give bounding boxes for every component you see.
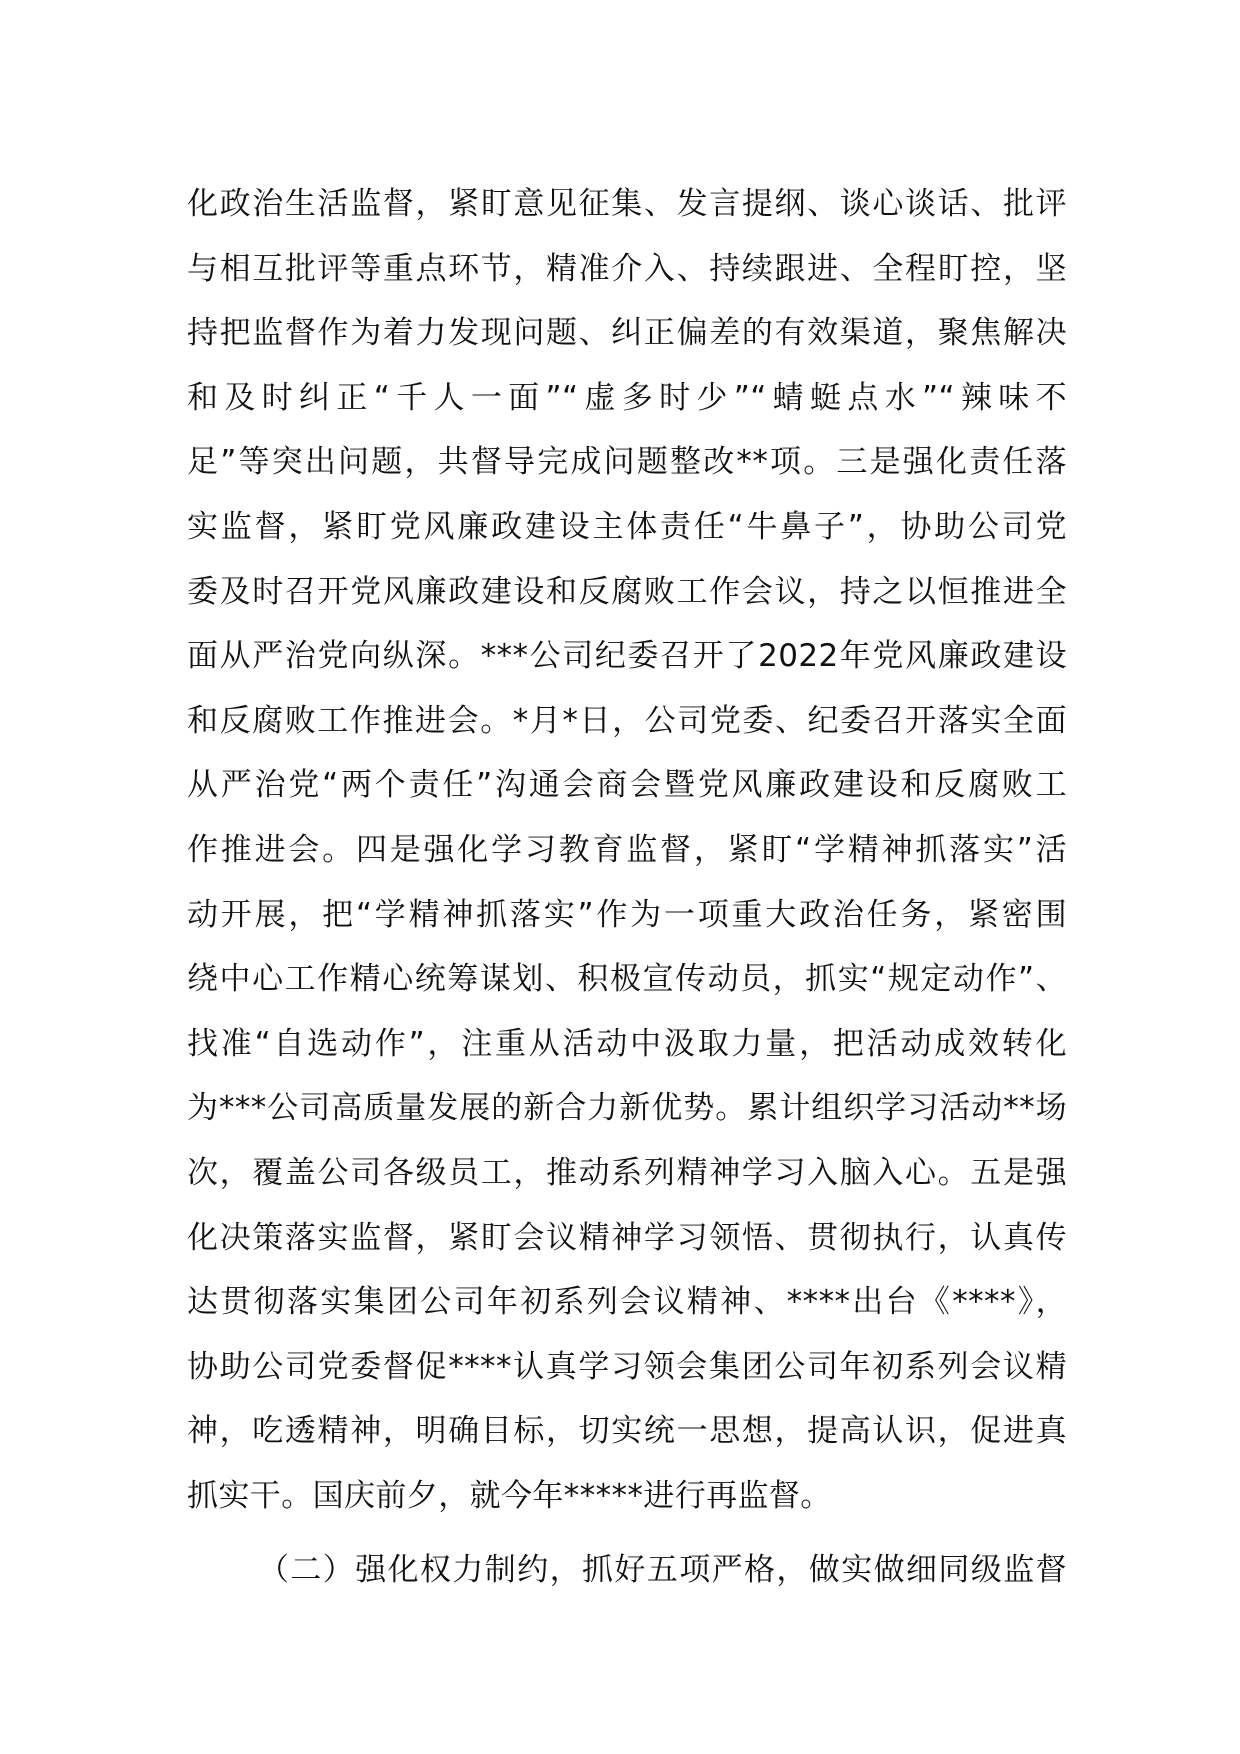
paragraph-line: 为***公司高质量发展的新合力新优势。累计组织学习活动**场 [187,1090,1067,1127]
section-heading: （二）强化权力制约，抓好五项严格，做实做细同级监督 [258,1552,1067,1588]
paragraph-line: 化决策落实监督，紧盯会议精神学习领悟、贯彻执行，认真传 [187,1219,1067,1256]
paragraph-line: 化政治生活监督，紧盯意见征集、发言提纲、谈心谈话、批评 [187,186,1067,222]
paragraph-line: 足”等突出问题，共督导完成问题整改**项。三是强化责任落 [187,444,1067,481]
paragraph-line: 达贯彻落实集团公司年初系列会议精神、****出台《****》， [187,1284,1067,1321]
paragraph-line: 抓实干。国庆前夕，就今年*****进行再监督。 [187,1477,832,1514]
paragraph-line: 动开展，把“学精神抓落实”作为一项重大政治任务，紧密围 [187,896,1067,933]
paragraph-line: 持把监督作为着力发现问题、纠正偏差的有效渠道，聚焦解决 [187,315,1067,352]
paragraph-line: 作推进会。四是强化学习教育监督，紧盯“学精神抓落实”活 [187,831,1067,868]
paragraph-line: 面从严治党向纵深。***公司纪委召开了2022年党风廉政建设 [187,638,1067,675]
paragraph-line: 委及时召开党风廉政建设和反腐败工作会议，持之以恒推进全 [187,573,1067,610]
paragraph-line: 协助公司党委督促****认真学习领会集团公司年初系列会议精 [187,1348,1067,1385]
paragraph-line: 和及时纠正“千人一面”“虚多时少”“蜻蜓点水”“辣味不 [187,379,1067,416]
paragraph-line: 与相互批评等重点环节，精准介入、持续跟进、全程盯控，坚 [187,250,1067,287]
paragraph-line: 实监督，紧盯党风廉政建设主体责任“牛鼻子”，协助公司党 [187,508,1067,545]
body-paragraph [187,172,1067,1528]
paragraph-line: 神，吃透精神，明确目标，切实统一思想，提高认识，促进真 [187,1413,1067,1450]
paragraph-line: 绕中心工作精心统筹谋划、积极宣传动员，抓实“规定动作”、 [187,961,1067,998]
paragraph-line: 次，覆盖公司各级员工，推动系列精神学习入脑入心。五是强 [187,1154,1067,1191]
paragraph-line: 从严治党“两个责任”沟通会商会暨党风廉政建设和反腐败工 [187,767,1067,804]
paragraph-line: 和反腐败工作推进会。*月*日，公司党委、纪委召开落实全面 [187,702,1067,739]
paragraph-line: 找准“自选动作”，注重从活动中汲取力量，把活动成效转化 [187,1025,1067,1062]
